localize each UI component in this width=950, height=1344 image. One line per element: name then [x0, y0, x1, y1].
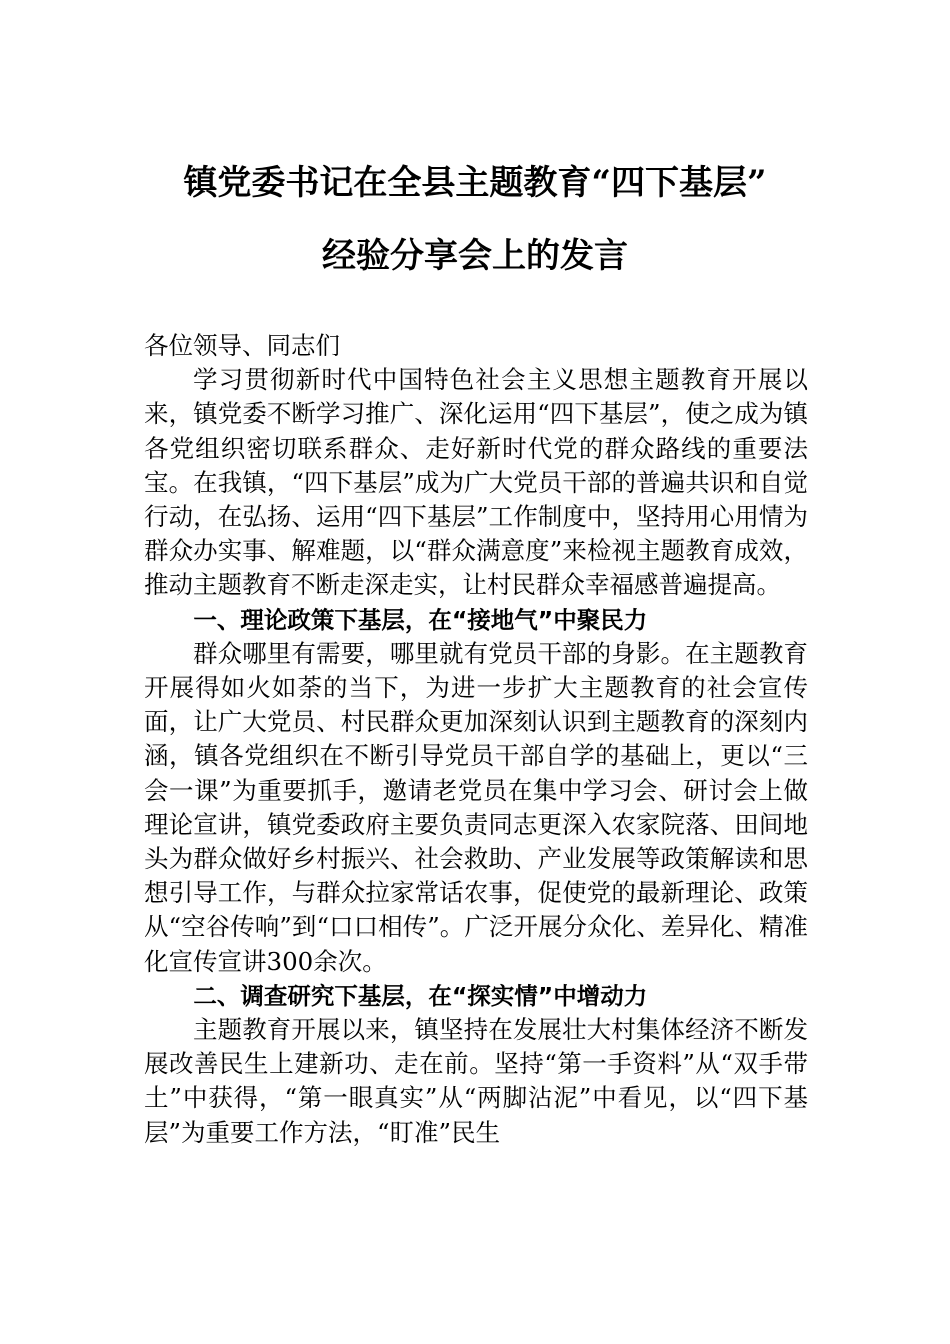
- document-title-line-2: 经验分享会上的发言: [322, 236, 628, 276]
- section-2-paragraph: 主题教育开展以来，镇坚持在发展壮大村集体经济不断发展改善民生上建新功、走在前。坚持“第一手资料”从“双手带土”中获得，“第一眼真实”从“两脚沾泥”中看见，以“四下基层”为重要工作方法，“盯准”民生: [144, 1015, 808, 1147]
- section-1-heading: 一、理论政策下基层，在“接地气”中聚民力: [193, 605, 648, 634]
- section-1-paragraph: 群众哪里有需要，哪里就有党员干部的身影。在主题教育开展得如火如荼的当下，为进一步扩大主题教育的社会宣传面，让广大党员、村民群众更加深刻认识到主题教育的深刻内涵，镇各党组织在不断引导党员干部自学的基础上，更以“三会一课”为重要抓手，邀请老党员在集中学习会、研讨会上做理论宣讲，镇党委政府主要负责同志更深入农家院落、田间地头为群众做好乡村振兴、社会救助、产业发展等政策解读和思想引导工作，与群众拉家常话农事，促使党的最新理论、政策从“空谷传响”到“口口相传”。广泛开展分众化、差异化、精准化宣传宣讲300余次。: [144, 638, 808, 976]
- salutation: 各位领导、同志们: [144, 331, 340, 360]
- intro-paragraph: 学习贯彻新时代中国特色社会主义思想主题教育开展以来，镇党委不断学习推广、深化运用“四下基层”，使之成为镇各党组织密切联系群众、走好新时代党的群众路线的重要法宝。在我镇，“四下基层”成为广大党员干部的普遍共识和自觉行动，在弘扬、运用“四下基层”工作制度中，坚持用心用情为群众办实事、解难题，以“群众满意度”来检视主题教育成效，推动主题教育不断走深走实，让村民群众幸福感普遍提高。: [144, 365, 808, 600]
- document-body: [144, 329, 808, 1150]
- section-2-heading: 二、调查研究下基层，在“探实情”中增动力: [193, 981, 648, 1010]
- document-title-line-1: 镇党委书记在全县主题教育“四下基层”: [183, 163, 767, 203]
